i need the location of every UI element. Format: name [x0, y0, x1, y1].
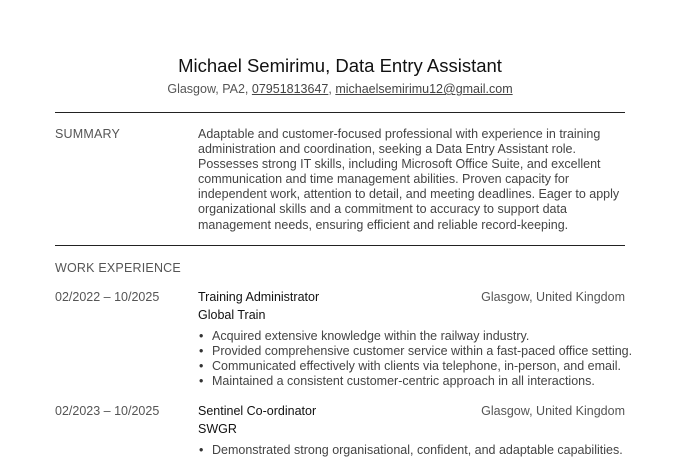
job-location: Glasgow, United Kingdom	[481, 404, 625, 418]
list-item: • Maintained a consistent customer-centric approach in all interactions.	[199, 374, 595, 388]
contact-line: Glasgow, PA2, 07951813647, michaelsemirimu12@gmail.com	[167, 82, 513, 96]
phone-link[interactable]: 07951813647	[251, 82, 329, 96]
job-company: SWGR	[198, 422, 237, 436]
list-item: • Acquired extensive knowledge within the railway industry.	[199, 329, 530, 343]
section-divider	[55, 112, 625, 113]
job-location: Glasgow, United Kingdom	[481, 290, 625, 304]
bullet-icon: •	[199, 374, 204, 388]
list-item: • Demonstrated strong organisational, confident, and adaptable capabilities.	[199, 443, 623, 457]
list-item: • Communicated effectively with clients via telephone, in-person, and email.	[199, 359, 622, 373]
job-dates: 02/2023 – 10/2025	[55, 404, 160, 418]
job-bullets	[198, 329, 633, 389]
summary-text: Adaptable and customer-focused professional with experience in training administration and coordination, seeking a Data Entry Assistant role. Possesses strong IT skills, including Microsoft Office Suite, and excellent communication and time management abilities. Proven capacity for independent work, attention to detail, and meeting deadlines. Eager to apply organizational skills and a commitment to accuracy to support data management needs, ensuring efficient and reliable record-keeping.	[198, 127, 620, 232]
section-divider	[55, 245, 625, 246]
bullet-icon: •	[199, 359, 204, 373]
list-item: • Provided comprehensive customer service within a fast-paced office setting.	[199, 344, 633, 358]
email-link[interactable]: michaelsemirimu12@gmail.com	[335, 82, 513, 96]
contact-location: Glasgow, PA2,	[167, 82, 249, 96]
work-experience-heading: WORK EXPERIENCE	[55, 261, 181, 275]
bullet-icon: •	[199, 443, 204, 457]
summary-heading: SUMMARY	[55, 127, 121, 141]
job-dates: 02/2022 – 10/2025	[55, 290, 160, 304]
job-title: Training Administrator	[198, 290, 320, 304]
job-title: Sentinel Co-ordinator	[198, 404, 317, 418]
job-company: Global Train	[198, 308, 266, 322]
bullet-icon: •	[199, 344, 204, 358]
candidate-name: Michael Semirimu, Data Entry Assistant	[178, 55, 502, 76]
bullet-icon: •	[199, 329, 204, 343]
job-bullets	[198, 443, 628, 458]
